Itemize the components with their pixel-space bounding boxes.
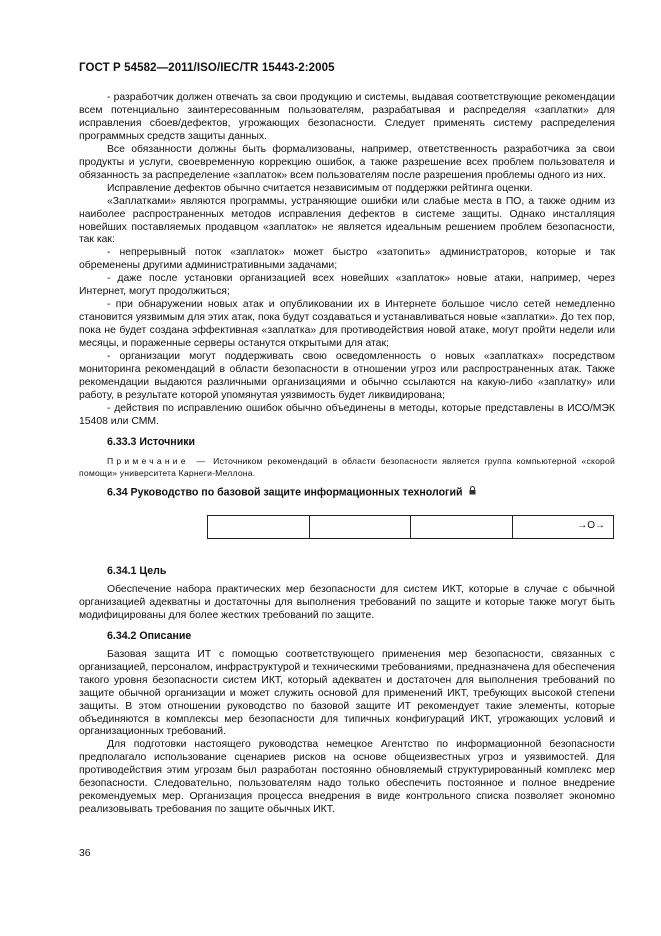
note-text: Источником рекомендаций в области безопасности является группа компьютерной «скорой помощи» университета Карнеги-Меллона.	[79, 455, 616, 478]
note	[79, 455, 615, 479]
paragraph: Базовая защита ИТ с помощью соответствующего применения мер безопасности, связанных с организацией, персоналом, инфраструктурой и техническими требованиями, предназначена для обеспечения такого уровня безопасности систем ИКТ, который адекватен и достаточен для выполнения требований по защите обычной организации и может служить основой для применений ИКТ, требующих высокой степени защиты. В этом отношении руководство по базовой защите ИТ рекомендует такие элементы, которые объединяются в комплексы мер безопасности для типичных конфигураций ИКТ, угрожающих условий и организационных требований.	[79, 648, 615, 738]
paragraph: - даже после установки организацией всех новейших «заплаток» новые атаки, например, через Интернет, могут продолжиться;	[79, 273, 615, 298]
section-6-34-heading	[107, 486, 615, 499]
table-cell	[309, 516, 411, 538]
table-cell	[208, 516, 309, 538]
note-lead: Примечание —	[107, 455, 209, 466]
table-cell-arrow: →O→	[512, 516, 614, 538]
paragraph: Все обязанности должны быть формализованы, например, ответственность разработчика за свои продукты и услуги, своевременную коррекцию ошибок, а также разрешение всех проблем пользователя и обязанность за распределение «заплаток» всем пользователям после разрешения проблемы одного из них.	[79, 143, 615, 181]
document-page	[79, 62, 615, 817]
lock-icon	[469, 486, 476, 499]
paragraph: Исправление дефектов обычно считается независимым от поддержки рейтинга оценки.	[107, 182, 533, 194]
assurance-table	[207, 515, 614, 539]
paragraph: Для подготовки настоящего руководства немецкое Агентство по информационной безопасности предполагало использование сценариев рисков на основе общеизвестных угроз и уязвимостей. Для противодействия этим угрозам был разработан постоянно обновляемый структурированный комплекс мер безопасности. Следовательно, пользователям надо только обеспечить постоянное и полное внедрение рекомендуемых мер. Организация процесса внедрения в виде контрольного списка позволяет экономно реализовывать требования по защите обычных ИКТ.	[79, 739, 615, 816]
paragraph: - разработчик должен отвечать за свои продукцию и системы, выдавая соответствующие рекомендации всем потенциально заинтересованным пользователям, разрабатывая и распределяя «заплатки» для исправления сбоев/дефектов, угрожающих безопасности. Следует применять систему распределения программных средств защиты данных.	[79, 92, 615, 142]
section-6-34-2-heading: 6.34.2 Описание	[107, 629, 192, 642]
paragraph: «Заплатками» являются программы, устраняющие ошибки или слабые места в ПО, а также одним из наиболее распространенных методов исправления дефектов в системе защиты. Однако инсталляция новейших поставляемых продавцом «заплаток» не является идеальным решением проблем безопасности, так как:	[79, 195, 615, 246]
paragraph: - при обнаружении новых атак и опубликовании их в Интернете большое число сетей немедленно становится уязвимым для этих атак, пока будут создаваться и устанавливаться новые «заплатки». До тех пор, пока не будет создана эффективная «заплатка» для противодействия новой атаке, могут пройти недели или месяцы, и пораженные серверы останутся открытыми для атак;	[79, 299, 615, 350]
paragraph: - организации могут поддерживать свою осведомленность о новых «заплатках» посредством мониторинга рекомендаций в области безопасности в отношении угроз или распространенных атак. Также рекомендации выдаются различными организациями и обычно ссылаются на какую-либо «заплатку» или работу, в результате которой упомянутая уязвимость будет ликвидирована;	[79, 351, 615, 401]
section-6-33-3-heading: 6.33.3 Источники	[107, 435, 196, 448]
section-6-34-1-heading: 6.34.1 Цель	[107, 564, 167, 577]
document-header: ГОСТ Р 54582—2011/ISO/IEC/TR 15443-2:2005	[79, 62, 335, 74]
paragraph: Обеспечение набора практических мер безопасности для систем ИКТ, которые в случае с обычной организацией адекватны и достаточны для выполнения требований по защите и которые также могут быть модифицированы для более жестких требований по защите.	[79, 583, 615, 621]
paragraph: - непрерывный поток «заплаток» может быстро «затопить» администраторов, которые и так обременены другими административными задачами;	[79, 247, 615, 272]
page-number: 36	[79, 848, 91, 859]
document-body	[79, 92, 615, 817]
section-6-34-title: 6.34 Руководство по базовой защите информационных технологий	[107, 486, 463, 499]
table-cell	[410, 516, 512, 538]
paragraph: - действия по исправлению ошибок обычно объединены в методы, которые представлены в ИСО/МЭК 15408 или СММ.	[79, 402, 615, 427]
